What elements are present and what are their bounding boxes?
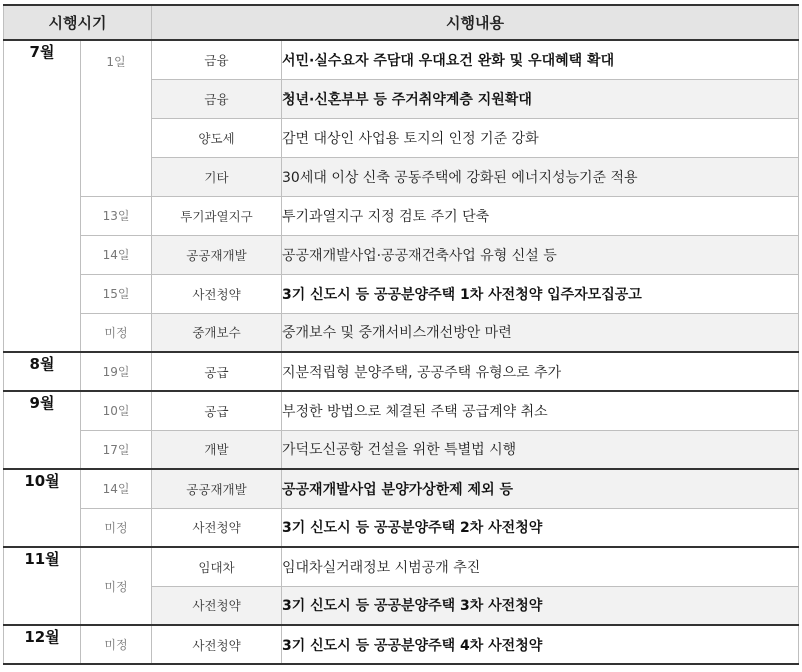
- table-row: [4, 430, 799, 469]
- category-cell: 사전청약: [152, 586, 282, 625]
- day-cell: 10일: [81, 391, 152, 430]
- content-cell: 3기 신도시 등 공공분양주택 4차 사전청약: [282, 625, 799, 664]
- day-cell: 미정: [81, 625, 152, 664]
- content-cell: 임대차실거래정보 시범공개 추진: [282, 547, 799, 586]
- category-cell: 공급: [152, 391, 282, 430]
- table-row: [4, 196, 799, 235]
- category-cell: 양도세: [152, 118, 282, 157]
- content-cell: 서민·실수요자 주담대 우대요건 완화 및 우대혜택 확대: [282, 40, 799, 79]
- category-cell: 중개보수: [152, 313, 282, 352]
- table-row: [4, 274, 799, 313]
- category-cell: 공공재개발: [152, 469, 282, 508]
- content-cell: 지분적립형 분양주택, 공공주택 유형으로 추가: [282, 352, 799, 391]
- day-cell: 1일: [81, 40, 152, 196]
- category-cell: 사전청약: [152, 508, 282, 547]
- day-cell: 14일: [81, 235, 152, 274]
- content-cell: 3기 신도시 등 공공분양주택 2차 사전청약: [282, 508, 799, 547]
- table-row: [4, 547, 799, 586]
- category-cell: 임대차: [152, 547, 282, 586]
- table-row: [4, 508, 799, 547]
- content-cell: 감면 대상인 사업용 토지의 인정 기준 강화: [282, 118, 799, 157]
- content-cell: 부정한 방법으로 체결된 주택 공급계약 취소: [282, 391, 799, 430]
- month-cell-december: 12월: [4, 625, 81, 664]
- day-cell: 14일: [81, 469, 152, 508]
- table-row: [4, 625, 799, 664]
- day-cell: 17일: [81, 430, 152, 469]
- day-cell: 19일: [81, 352, 152, 391]
- month-cell-november: 11월: [4, 547, 81, 625]
- content-cell: 공공재개발사업 분양가상한제 제외 등: [282, 469, 799, 508]
- day-cell: 13일: [81, 196, 152, 235]
- day-cell: 미정: [81, 508, 152, 547]
- month-cell-august: 8월: [4, 352, 81, 391]
- content-cell: 3기 신도시 등 공공분양주택 1차 사전청약 입주자모집공고: [282, 274, 799, 313]
- month-cell-september: 9월: [4, 391, 81, 469]
- header-content: 시행내용: [152, 5, 799, 40]
- table-header-row: [4, 5, 799, 40]
- day-cell: 미정: [81, 547, 152, 625]
- table-row: [4, 313, 799, 352]
- table-row: [4, 391, 799, 430]
- category-cell: 기타: [152, 157, 282, 196]
- category-cell: 개발: [152, 430, 282, 469]
- day-cell: 미정: [81, 313, 152, 352]
- month-cell-july: 7월: [4, 40, 81, 352]
- schedule-table: [3, 4, 799, 665]
- category-cell: 공공재개발: [152, 235, 282, 274]
- table-row: [4, 352, 799, 391]
- category-cell: 금융: [152, 40, 282, 79]
- table-row: [4, 469, 799, 508]
- table-row: [4, 235, 799, 274]
- category-cell: 사전청약: [152, 274, 282, 313]
- content-cell: 청년·신혼부부 등 주거취약계층 지원확대: [282, 79, 799, 118]
- content-cell: 공공재개발사업·공공재건축사업 유형 신설 등: [282, 235, 799, 274]
- category-cell: 투기과열지구: [152, 196, 282, 235]
- table-row: [4, 40, 799, 79]
- header-period: 시행시기: [4, 5, 152, 40]
- content-cell: 중개보수 및 중개서비스개선방안 마련: [282, 313, 799, 352]
- month-cell-october: 10월: [4, 469, 81, 547]
- category-cell: 사전청약: [152, 625, 282, 664]
- content-cell: 투기과열지구 지정 검토 주기 단축: [282, 196, 799, 235]
- content-cell: 가덕도신공항 건설을 위한 특별법 시행: [282, 430, 799, 469]
- category-cell: 금융: [152, 79, 282, 118]
- day-cell: 15일: [81, 274, 152, 313]
- content-cell: 3기 신도시 등 공공분양주택 3차 사전청약: [282, 586, 799, 625]
- category-cell: 공급: [152, 352, 282, 391]
- content-cell: 30세대 이상 신축 공동주택에 강화된 에너지성능기준 적용: [282, 157, 799, 196]
